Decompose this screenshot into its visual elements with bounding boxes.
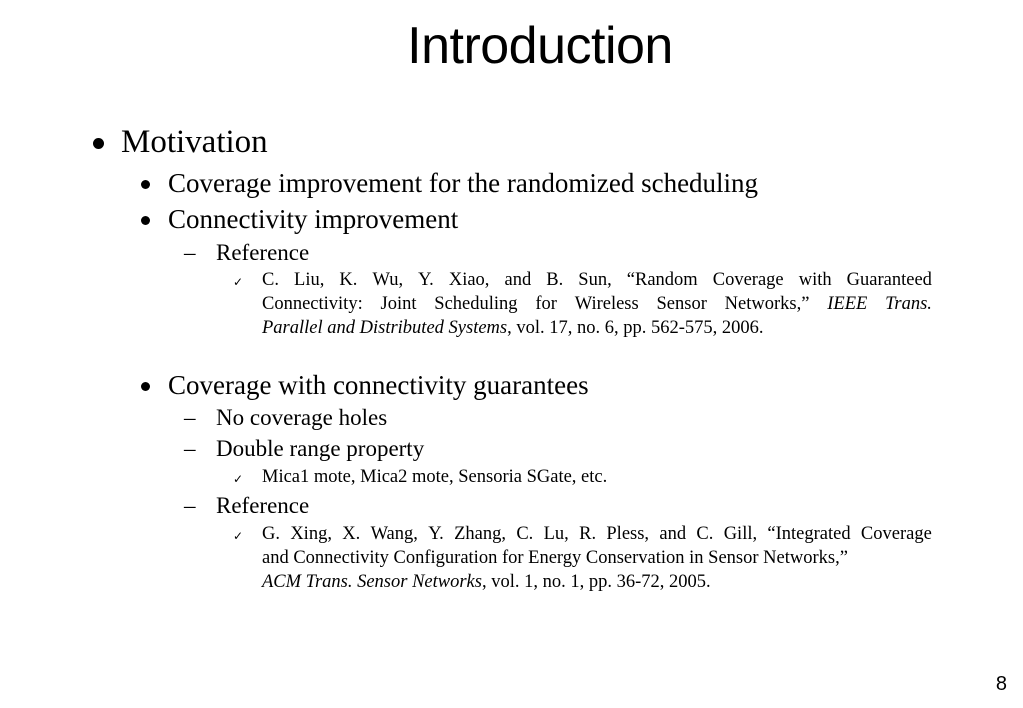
reference-label-2: Reference [216,493,310,518]
reference-word: G. [262,524,280,544]
reference-word: X. [342,524,361,544]
reference-word: Gill, [723,524,758,544]
reference-word: Networks,” [724,294,810,314]
check-mark-icon: ✓ [233,472,244,486]
reference-word: Y. [428,524,444,544]
reference-word: Trans. [885,294,932,314]
reference-word: Wu, [372,270,404,290]
bullet-motivation: Motivation [121,124,268,160]
reference-word: Xing, [290,524,332,544]
check-mark-icon: ✓ [233,529,244,543]
item-double-range-property: Double range property [216,436,425,461]
reference-word: K. [339,270,358,290]
reference-word: Lu, [543,524,569,544]
reference-1-line-1 [262,268,932,292]
item-no-coverage-holes: No coverage holes [216,405,388,430]
slide-title: Introduction [407,17,673,75]
reference-word: with [798,270,832,290]
reference-word: Xiao, [448,270,490,290]
reference-word: Guaranteed [846,270,932,290]
dash-icon: – [184,405,196,430]
reference-word: and [504,270,532,290]
reference-word: Pless, [606,524,650,544]
reference-word: Scheduling [434,294,518,314]
reference-word: Coverage [712,270,784,290]
reference-2-line-3 [262,570,932,594]
dash-icon: – [184,240,196,265]
reference-word: Wang, [370,524,418,544]
reference-word: Connectivity: [262,294,363,314]
reference-word: Coverage [860,524,932,544]
bullet-icon [141,180,150,189]
reference-1-line-3 [262,316,932,340]
reference-word: for [535,294,557,314]
bullet-icon [93,138,104,149]
reference-word: C. [516,524,534,544]
reference-1-line-2 [262,292,932,316]
check-mark-icon: ✓ [233,275,244,289]
page-number: 8 [995,673,1007,695]
reference-1-details: , vol. 17, no. 6, pp. 562-575, 2006. [507,318,764,338]
reference-word: Sun, [578,270,612,290]
bullet-connectivity-improvement: Connectivity improvement [168,204,459,234]
reference-word: R. [579,524,597,544]
reference-2-line-2: and Connectivity Configuration for Energy Conservation in Sensor Networks,” [262,548,848,568]
reference-word: Liu, [294,270,325,290]
reference-word: B. [546,270,564,290]
bullet-icon [141,216,150,225]
reference-word: Sensor [656,294,707,314]
reference-word: Y. [418,270,434,290]
reference-word: C. [262,270,279,290]
bullet-coverage-improvement: Coverage improvement for the randomized scheduling [168,168,759,198]
reference-word: Joint [380,294,417,314]
bullet-coverage-with-connectivity: Coverage with connectivity guarantees [168,370,589,400]
bullet-icon [141,382,150,391]
reference-citation-1 [262,268,932,340]
reference-2-details: , vol. 1, no. 1, pp. 36-72, 2005. [481,572,711,592]
reference-word: and [659,524,687,544]
reference-label-1: Reference [216,240,310,265]
reference-word: Zhang, [454,524,507,544]
reference-word: IEEE [827,294,868,314]
reference-word: “Random [626,270,698,290]
dash-icon: – [184,436,196,461]
item-motes: Mica1 mote, Mica2 mote, Sensoria SGate, etc. [262,467,608,487]
reference-citation-2 [262,522,932,594]
reference-2-journal: ACM Trans. Sensor Networks [262,572,482,592]
dash-icon: – [184,493,196,518]
reference-word: Wireless [574,294,639,314]
reference-word: C. [696,524,714,544]
reference-2-line-1 [262,522,932,546]
reference-1-journal: Parallel and Distributed Systems [262,318,508,338]
reference-word: “Integrated [767,524,851,544]
